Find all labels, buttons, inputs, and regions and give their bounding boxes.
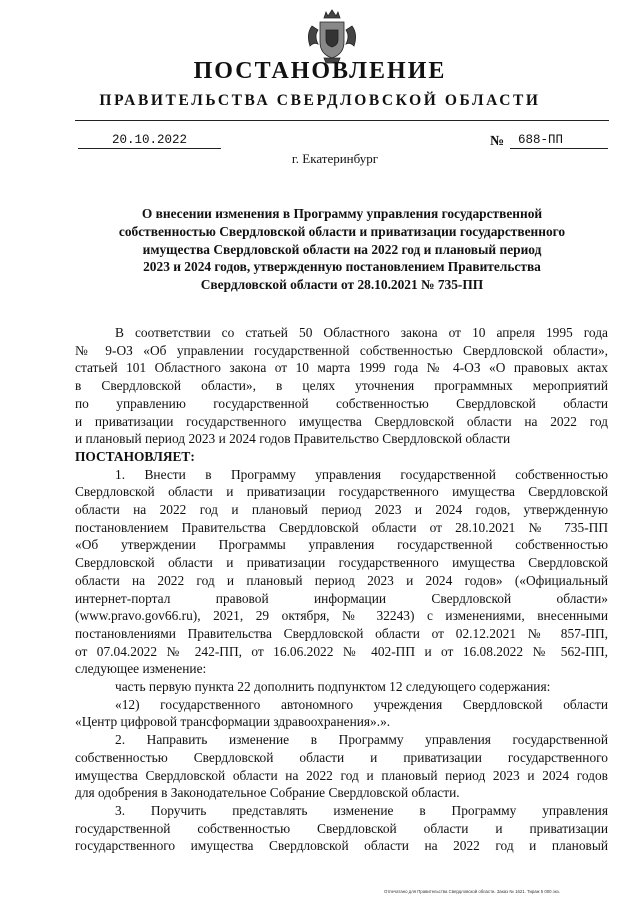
body-line: государственного имущества Свердловской области на 2022 год и плановый [75, 838, 608, 854]
heading-line: Свердловской области от 28.10.2021 № 735-ПП [200, 277, 484, 293]
body-line: статьей 101 Областного закона от 10 марта 1999 года № 4-ОЗ «О правовых актах [75, 360, 608, 376]
body-line: и приватизации государственного имущества Свердловской области на 2022 год [75, 413, 608, 429]
document-subtitle: ПРАВИТЕЛЬСТВА СВЕРДЛОВСКОЙ ОБЛАСТИ [99, 92, 541, 109]
heading-line: имущества Свердловской области на 2022 год и плановый период [142, 241, 542, 257]
body-line: Свердловской области и приватизации государственного имущества Свердловской [75, 484, 608, 500]
body-line: № 9-ОЗ «Об управлении государственной собственностью Свердловской области», [75, 342, 608, 358]
body-line: постановлениями Правительства Свердловской области от 02.12.2021 № 857-ПП, [75, 625, 608, 641]
document-heading [80, 205, 604, 294]
body-line: по управлению государственной собственностью Свердловской области [75, 395, 608, 411]
document-date: 20.10.2022 [78, 133, 221, 149]
coat-of-arms-icon [302, 6, 362, 66]
body-line: от 07.04.2022 № 242-ПП, от 16.06.2022 № 402-ПП и от 16.08.2022 № 562-ПП, [75, 643, 608, 659]
document-city: г. Екатеринбург [291, 151, 379, 166]
body-line: области на 2022 год и плановый период 2023 и 2024 годов, утвержденную [75, 502, 608, 518]
body-line: государственной собственностью Свердловской области и приватизации [75, 820, 608, 836]
body-line: «Об утверждении Программы управления государственной собственностью [75, 537, 608, 553]
body-line: «12) государственного автономного учреждения Свердловской области [115, 696, 608, 712]
number-sign: № [490, 134, 505, 149]
document-body [75, 324, 608, 855]
body-line: области на 2022 год и плановый период 2023 и 2024 годов» («Официальный [75, 572, 608, 588]
body-line: часть первую пункта 22 дополнить подпунктом 12 следующего содержания: [115, 679, 551, 695]
body-line: Свердловской области и приватизации государственного имущества Свердловской [75, 555, 608, 571]
body-line: в Свердловской области», в целях уточнения программных мероприятий [75, 378, 608, 394]
body-line: (www.pravo.gov66.ru), 2021, 29 октября, № 32243) с изменениями, внесенными [75, 608, 608, 624]
body-line: 3. Поручить представлять изменение в Программу управления [115, 802, 608, 818]
heading-line: 2023 и 2024 годов, утвержденную постановлением Правительства [143, 259, 541, 275]
document-title: ПОСТАНОВЛЕНИЕ [193, 58, 447, 84]
body-line: В соответствии со статьей 50 Областного закона от 10 апреля 1995 года [115, 325, 608, 340]
body-line: «Центр цифровой трансформации здравоохранения».». [75, 714, 391, 730]
heading-line: О внесении изменения в Программу управления государственной [141, 206, 543, 221]
print-footer: Отпечатано для Правительства Свердловской области. Заказ № 1621. Тираж 5 000 экз. [384, 889, 560, 894]
body-line: для одобрения в Законодательное Собрание Свердловской области. [75, 785, 460, 801]
body-line: 2. Направить изменение в Программу управления государственной [115, 732, 608, 748]
resolution-word: ПОСТАНОВЛЯЕТ: [75, 448, 195, 464]
body-line: следующее изменение: [75, 661, 207, 677]
header-divider [75, 120, 609, 121]
body-line: собственностью Свердловской области и приватизации государственного [75, 749, 608, 765]
body-line: имущества Свердловской области на 2022 год и плановый период 2023 и 2024 годов [75, 767, 608, 783]
body-line: и плановый период 2023 и 2024 годов Правительство Свердловской области [75, 431, 511, 447]
document-number: 688-ПП [510, 133, 608, 149]
body-line: интернет-портал правовой информации Свердловской области» [75, 590, 608, 606]
body-line: 1. Внести в Программу управления государственной собственностью [115, 466, 608, 482]
heading-line: собственностью Свердловской области и приватизации государственного [118, 223, 566, 239]
body-line: постановлением Правительства Свердловской области от 28.10.2021 № 735-ПП [75, 519, 608, 535]
